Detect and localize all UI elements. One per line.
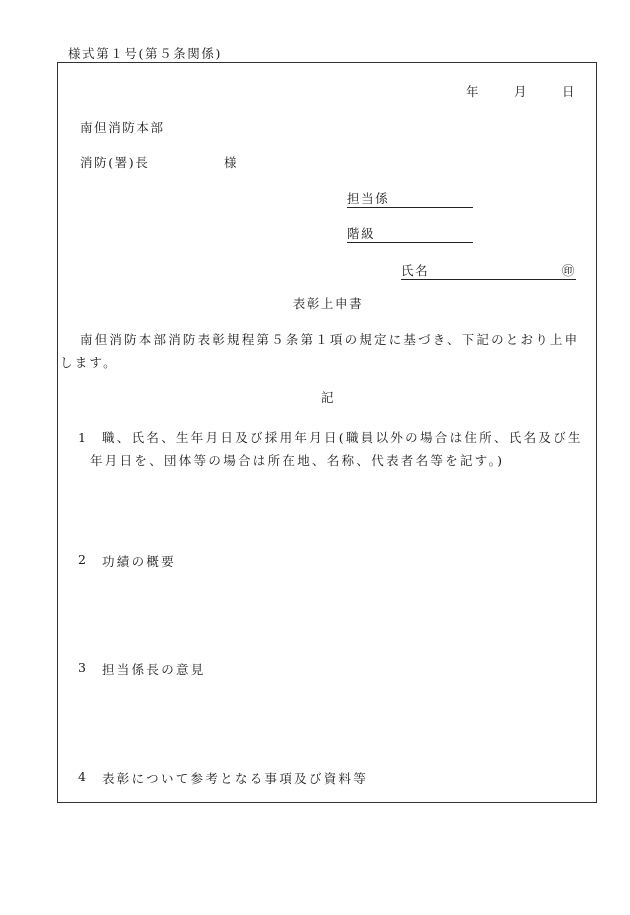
date-day: 日 — [562, 84, 577, 99]
document-title: 表彰上申書 — [292, 296, 364, 311]
item-1-text: 職、氏名、生年月日及び採用年月日(職員以外の場合は住所、氏名及び生年月日を、団体等の場合は所在地、名称、代表者名等を記す。) — [90, 430, 583, 468]
addressee-honorific: 様 — [224, 155, 239, 170]
item-2-number: 2 — [78, 552, 88, 567]
name-label: 氏名 — [401, 263, 430, 278]
name-field — [401, 261, 576, 280]
addressee-org: 南但消防本部 — [80, 120, 165, 135]
form-number: 様式第１号(第５条関係) — [68, 46, 222, 61]
date-year: 年 — [466, 84, 481, 99]
form-frame — [57, 62, 597, 803]
rank-label: 担当係 — [347, 189, 473, 208]
item-4-number: 4 — [78, 769, 88, 784]
date-month: 月 — [514, 84, 529, 99]
item-3-number: 3 — [78, 660, 88, 675]
item-1-number: 1 — [78, 430, 88, 445]
item-4-text: 表彰について参考となる事項及び資料等 — [102, 771, 369, 786]
grade-label: 階級 — [347, 224, 473, 243]
item-2-text: 功績の概要 — [102, 554, 177, 569]
body-text: 南但消防本部消防表彰規程第５条第１項の規定に基づき、下記のとおり上申します。 — [60, 332, 580, 370]
grade-field — [347, 224, 473, 243]
rank-field — [347, 189, 473, 208]
addressee-chief: 消防(署)長 — [80, 155, 150, 170]
seal-mark: ㊞ — [561, 263, 576, 278]
note-heading: 記 — [320, 390, 336, 405]
item-3-text: 担当係長の意見 — [102, 662, 206, 677]
